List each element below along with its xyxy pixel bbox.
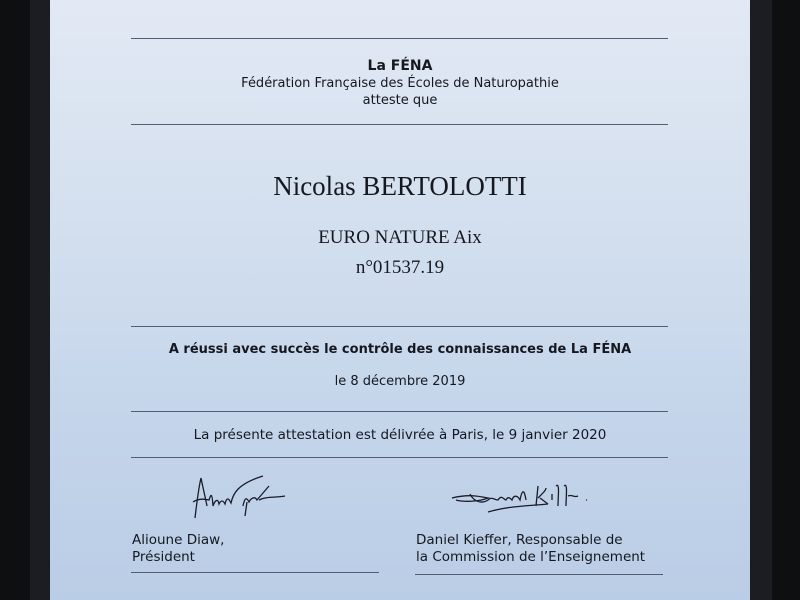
recipient-name: Nicolas BERTOLOTTI bbox=[273, 171, 527, 201]
signature-line bbox=[415, 574, 663, 575]
divider bbox=[131, 457, 668, 458]
certificate-number: n°01537.19 bbox=[355, 257, 445, 278]
divider bbox=[131, 38, 668, 39]
signatory-title: la Commission de l’Enseignement bbox=[416, 549, 646, 565]
exam-date: le 8 décembre 2019 bbox=[334, 374, 466, 389]
divider bbox=[131, 326, 668, 327]
org-short-name: La FÉNA bbox=[367, 58, 433, 74]
signatory-title: Président bbox=[132, 549, 195, 565]
org-full-name: Fédération Française des Écoles de Naturopathie bbox=[241, 76, 559, 91]
divider bbox=[131, 124, 668, 125]
signature-alioune-diaw bbox=[185, 466, 315, 526]
signature-daniel-kieffer bbox=[448, 476, 598, 521]
signature-line bbox=[131, 572, 379, 573]
issued-text: La présente attestation est délivrée à Paris, le 9 janvier 2020 bbox=[193, 427, 607, 443]
signatory-name: Daniel Kieffer, Responsable de bbox=[416, 532, 623, 548]
attests-text: atteste que bbox=[362, 93, 438, 108]
school-name: EURO NATURE Aix bbox=[318, 227, 482, 248]
signatory-commission bbox=[416, 532, 645, 566]
signatory-name: Alioune Diaw, bbox=[132, 532, 225, 548]
achievement-text: A réussi avec succès le contrôle des connaissances de La FÉNA bbox=[168, 342, 632, 357]
divider bbox=[131, 411, 668, 412]
signatory-president bbox=[132, 532, 224, 566]
